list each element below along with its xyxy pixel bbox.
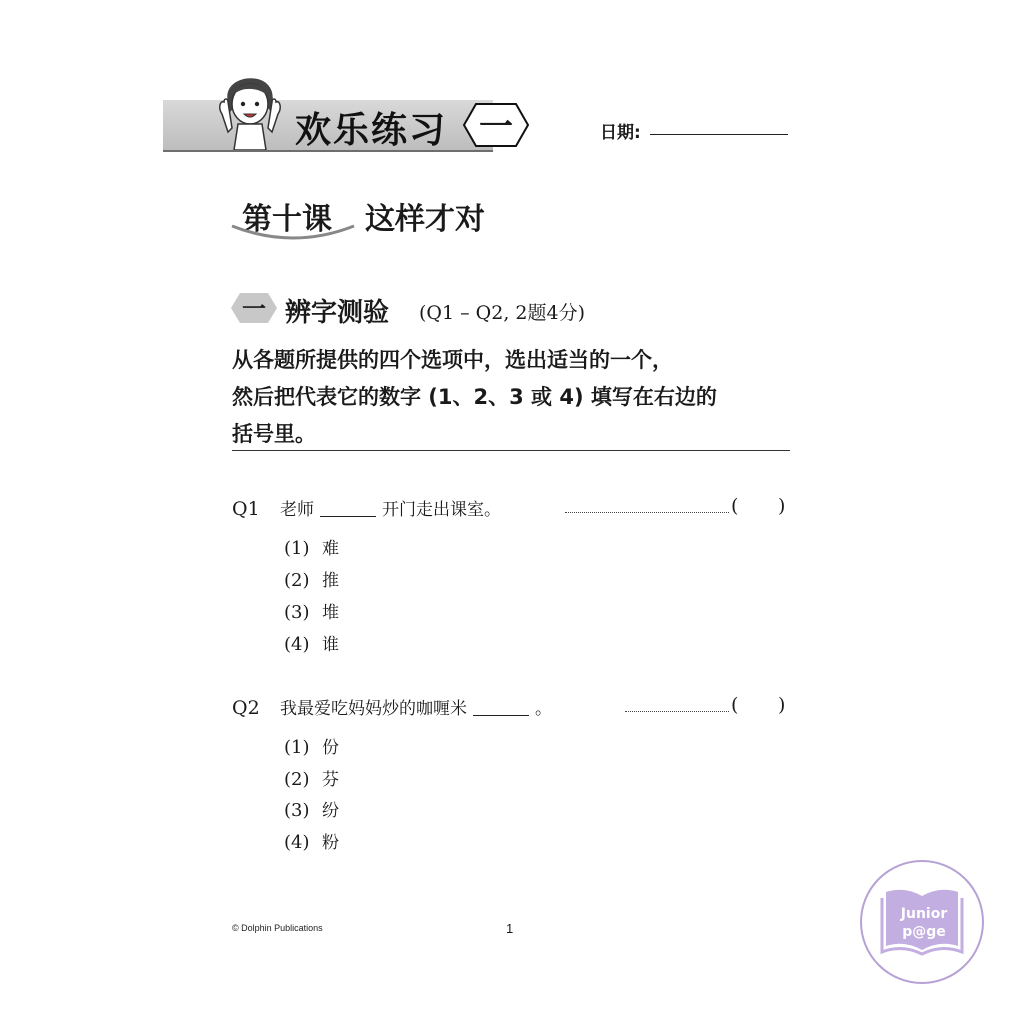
option-number: (2): [284, 570, 310, 591]
instruction-line: 然后把代表它的数字 (1、2、3 或 4) 填写在右边的: [232, 385, 717, 409]
answer-paren-open: (: [731, 495, 739, 517]
page-number: 1: [506, 921, 514, 936]
leader-dots: [565, 512, 729, 513]
option-text: 纷: [322, 801, 339, 821]
option-item[interactable]: [284, 765, 339, 790]
junior-page-logo: [860, 860, 984, 984]
option-item[interactable]: [284, 630, 339, 655]
logo-text-line1: Junior: [900, 906, 948, 922]
answer-paren-open: (: [731, 694, 739, 716]
section-divider: [232, 450, 790, 451]
book-icon: [862, 862, 982, 982]
option-text: 芬: [322, 770, 339, 790]
worksheet-number: 一: [479, 106, 513, 147]
instruction-line: 括号里。: [232, 422, 316, 446]
lesson-title: 这样才对: [365, 202, 485, 237]
answer-box-q2[interactable]: [744, 693, 774, 719]
question-text-before: 老师: [280, 500, 314, 520]
section-number: 一: [242, 294, 266, 323]
question-number: Q2: [232, 697, 260, 719]
option-number: (2): [284, 769, 310, 790]
option-text: 难: [322, 539, 339, 559]
option-text: 推: [322, 571, 339, 591]
option-text: 堆: [322, 603, 339, 623]
lesson-number: 第十课: [242, 202, 332, 237]
question-number: Q1: [232, 498, 260, 520]
answer-paren-close: ): [778, 495, 786, 517]
answer-box-q1[interactable]: [744, 494, 774, 520]
option-number: (3): [284, 602, 310, 623]
lesson-underline-arc: [228, 220, 358, 244]
option-text: 粉: [322, 833, 339, 853]
answer-blank[interactable]: [320, 516, 376, 517]
answer-blank[interactable]: [473, 715, 529, 716]
question-q1: [232, 495, 501, 520]
instruction-line: 从各题所提供的四个选项中，选出适当的一个，: [232, 348, 673, 372]
girl-mascot-icon: [210, 58, 290, 150]
question-text-before: 我最爱吃妈妈炒的咖喱米: [280, 699, 467, 719]
option-number: (1): [284, 538, 310, 559]
date-label: 日期:: [600, 123, 641, 143]
option-text: 份: [322, 738, 339, 758]
option-item[interactable]: [284, 733, 339, 758]
worksheet-title: 欢乐练习: [295, 110, 448, 151]
option-item[interactable]: [284, 796, 339, 821]
question-text-after: 开门走出课室。: [382, 500, 501, 520]
instruction-text: [232, 342, 792, 453]
answer-paren-close: ): [778, 694, 786, 716]
question-q2: [232, 694, 552, 719]
option-item[interactable]: [284, 534, 339, 559]
option-item[interactable]: [284, 828, 339, 853]
question-text-after: 。: [535, 699, 552, 719]
option-number: (4): [284, 634, 310, 655]
option-text: 谁: [322, 635, 339, 655]
date-field[interactable]: [650, 134, 788, 135]
leader-dots: [625, 711, 729, 712]
logo-text-line2: p@ge: [902, 924, 946, 940]
option-item[interactable]: [284, 566, 339, 591]
section-title: 辨字测验: [285, 298, 390, 328]
option-number: (3): [284, 800, 310, 821]
option-number: (1): [284, 737, 310, 758]
option-item[interactable]: [284, 598, 339, 623]
section-range: (Q1 – Q2, 2题4分): [419, 302, 585, 324]
publisher-credit: © Dolphin Publications: [232, 923, 323, 933]
option-number: (4): [284, 832, 310, 853]
